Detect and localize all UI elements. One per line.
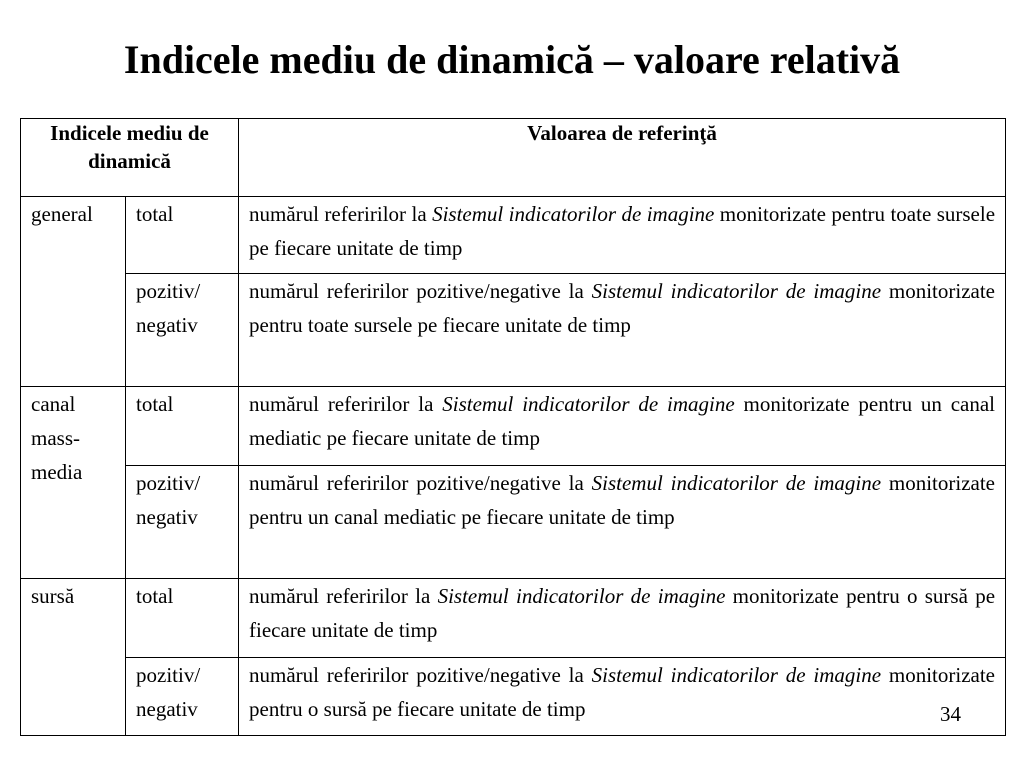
description-text: numărul referirilor pozitive/negative la bbox=[249, 279, 592, 303]
table-row bbox=[21, 197, 1006, 274]
description-italic: Sistemul indicatorilor de imagine bbox=[442, 392, 735, 416]
type-cell: total bbox=[126, 197, 239, 274]
description-text: monitorizate pentru o sursă pe fiecare unitate de timp bbox=[249, 663, 996, 721]
type-cell: total bbox=[126, 579, 239, 658]
category-cell: general bbox=[21, 197, 126, 387]
indicator-table bbox=[20, 118, 1006, 736]
type-cell: pozitiv/ negativ bbox=[126, 658, 239, 736]
description-italic: Sistemul indicatorilor de imagine bbox=[591, 279, 882, 303]
table-row bbox=[21, 579, 1006, 658]
description-text: numărul referirilor la bbox=[249, 202, 433, 226]
description-text: numărul referirilor la bbox=[249, 392, 443, 416]
table-row bbox=[21, 658, 1006, 736]
description-cell bbox=[239, 579, 1006, 658]
description-italic: Sistemul indicatorilor de imagine bbox=[591, 471, 882, 495]
description-text: monitorizate pentru un canal mediatic pe fiecare unitate de timp bbox=[249, 471, 996, 529]
category-cell: canal mass-media bbox=[21, 387, 126, 579]
description-text: numărul referirilor pozitive/negative la bbox=[249, 471, 592, 495]
type-cell: pozitiv/ negativ bbox=[126, 274, 239, 387]
description-italic: Sistemul indicatorilor de imagine bbox=[432, 202, 715, 226]
description-text: monitorizate pentru toate sursele pe fiecare unitate de timp bbox=[249, 202, 996, 260]
header-reference-value: Valoarea de referinţă bbox=[239, 119, 1006, 197]
table-header-row bbox=[21, 119, 1006, 197]
description-text: numărul referirilor pozitive/negative la bbox=[249, 663, 592, 687]
table-row bbox=[21, 387, 1006, 466]
description-text: monitorizate pentru toate sursele pe fiecare unitate de timp bbox=[249, 279, 996, 337]
description-text: monitorizate pentru o sursă pe fiecare unitate de timp bbox=[249, 584, 996, 642]
description-italic: Sistemul indicatorilor de imagine bbox=[437, 584, 726, 608]
type-cell: pozitiv/ negativ bbox=[126, 466, 239, 579]
description-text: monitorizate pentru un canal mediatic pe fiecare unitate de timp bbox=[249, 392, 996, 450]
description-text: numărul referirilor la bbox=[249, 584, 438, 608]
description-cell bbox=[239, 387, 1006, 466]
description-cell bbox=[239, 658, 1006, 736]
slide-title: Indicele mediu de dinamică – valoare relativă bbox=[123, 37, 901, 82]
description-cell bbox=[239, 466, 1006, 579]
type-cell: total bbox=[126, 387, 239, 466]
description-cell bbox=[239, 197, 1006, 274]
page-number: 34 bbox=[940, 702, 961, 726]
table-row bbox=[21, 274, 1006, 387]
header-indicator: Indicele mediu de dinamică bbox=[21, 119, 239, 197]
category-cell: sursă bbox=[21, 579, 126, 736]
description-cell bbox=[239, 274, 1006, 387]
description-italic: Sistemul indicatorilor de imagine bbox=[591, 663, 882, 687]
table-row bbox=[21, 466, 1006, 579]
